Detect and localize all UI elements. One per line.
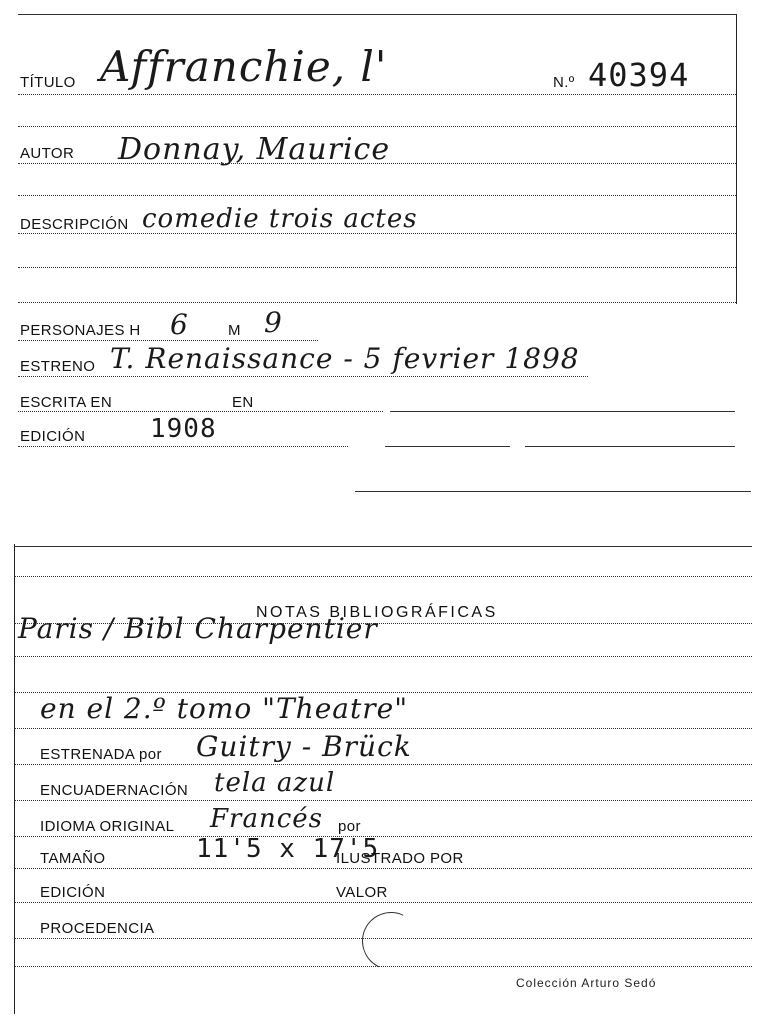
numero-label: N.º xyxy=(553,74,575,91)
rule xyxy=(14,728,752,729)
personajes-h-value: 6 xyxy=(170,308,189,341)
rule xyxy=(18,94,736,95)
escrita-en-label: EN xyxy=(232,394,254,411)
rule xyxy=(14,800,752,801)
personajes-m-label: M xyxy=(228,322,241,339)
idioma-value: Francés xyxy=(210,804,324,834)
escrita-label: ESCRITA EN xyxy=(20,394,113,411)
estrenada-value: Guitry - Brück xyxy=(196,730,412,763)
tamano-value: 11'5 x 17'5 xyxy=(196,834,380,864)
numero-value: 40394 xyxy=(588,56,690,94)
catalog-card-notes xyxy=(0,520,759,1028)
card-top-edge xyxy=(14,546,752,547)
rule xyxy=(14,656,752,657)
card-bottom-edge xyxy=(355,491,751,492)
idioma-label: IDIOMA ORIGINAL xyxy=(40,818,175,835)
personajes-m-value: 9 xyxy=(264,306,283,339)
estreno-value: T. Renaissance - 5 fevrier 1898 xyxy=(110,342,580,375)
note-line-2: en el 2.º tomo "Theatre" xyxy=(40,692,409,725)
estrenada-label: ESTRENADA por xyxy=(40,746,162,763)
card-right-edge xyxy=(736,14,737,304)
valor-label: VALOR xyxy=(336,884,388,901)
edicion-label: EDICIÓN xyxy=(20,428,86,445)
collection-footer: Colección Arturo Sedó xyxy=(516,976,657,990)
card-top-edge xyxy=(18,14,736,15)
idioma-por-label: por xyxy=(338,818,361,835)
edicion-value: 1908 xyxy=(150,414,217,444)
estreno-label: ESTRENO xyxy=(20,358,96,375)
descripcion-label: DESCRIPCIÓN xyxy=(20,216,129,233)
rule xyxy=(18,376,588,377)
rule xyxy=(14,966,752,967)
notas-heading: NOTAS BIBLIOGRÁFICAS xyxy=(256,604,498,621)
rule xyxy=(18,446,348,447)
procedencia-label: PROCEDENCIA xyxy=(40,920,155,937)
rule xyxy=(18,163,736,164)
personajes-label: PERSONAJES H xyxy=(20,322,141,339)
rule xyxy=(525,446,735,447)
card-left-edge xyxy=(14,544,15,1014)
tamano-label: TAMAÑO xyxy=(40,850,106,867)
rule xyxy=(18,340,318,341)
rule xyxy=(14,868,752,869)
ilustrado-label: ILUSTRADO POR xyxy=(336,850,464,867)
rule xyxy=(18,195,736,196)
rule xyxy=(18,267,736,268)
encuadernacion-label: ENCUADERNACIÓN xyxy=(40,782,189,799)
rule xyxy=(385,446,510,447)
rule xyxy=(18,233,736,234)
rule xyxy=(18,411,383,412)
rule xyxy=(14,576,752,577)
autor-value: Donnay, Maurice xyxy=(118,132,391,167)
titulo-value: Affranchie, l' xyxy=(100,42,388,91)
autor-label: AUTOR xyxy=(20,145,75,162)
rule xyxy=(14,902,752,903)
rule xyxy=(18,302,736,303)
titulo-label: TÍTULO xyxy=(20,74,76,91)
stamp-mark xyxy=(354,904,428,978)
rule xyxy=(18,126,736,127)
encuadernacion-value: tela azul xyxy=(214,768,336,798)
catalog-card-main xyxy=(0,0,759,510)
note-line-1: Paris / Bibl Charpentier xyxy=(18,612,378,645)
descripcion-value: comedie trois actes xyxy=(142,204,418,234)
rule xyxy=(14,764,752,765)
rule xyxy=(390,411,735,412)
rule xyxy=(14,836,752,837)
notes-edicion-label: EDICIÓN xyxy=(40,884,106,901)
